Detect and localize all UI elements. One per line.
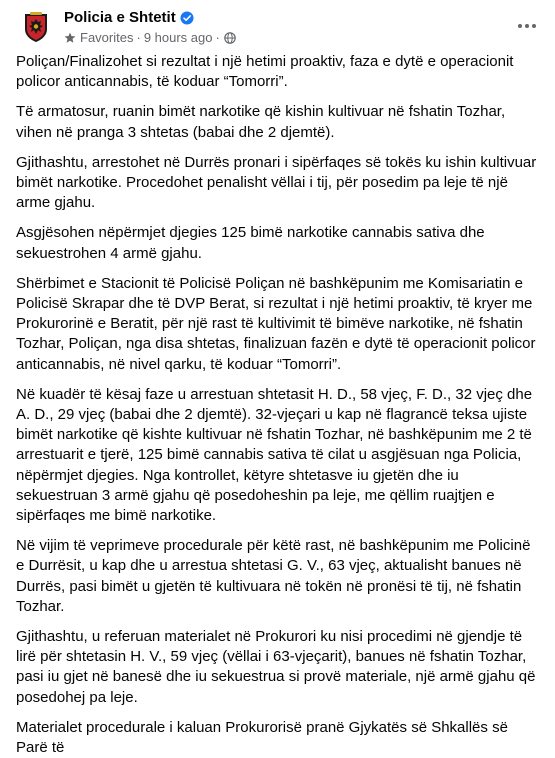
post-paragraph: Gjithashtu, arrestohet në Durrës pronari i sipërfaqes së tokës ku ishin kultivuar bimët narkotike. Procedohet penalisht vëllai i tij, për posedim pa leje të një arme gjahu. [16,153,537,212]
post-paragraph: Shërbimet e Stacionit të Policisë Poliçan në bashkëpunim me Komisariatin e Policisë Skrapar dhe të DVP Berat, si rezultat i një hetimi proaktiv, të kryer me Prokurorinë e Beratit, për një rast të kultivimit të bimëve narkotike, në fshatin Tozhar, Poliçan, nga disa shtetas, finalizuan fazën e dytë të operacionit policor anticannabis, në nivel qarku, të koduar “Tomorri”. [16,274,536,373]
meta-separator-1: · [136,30,141,45]
verified-badge-icon [180,11,194,25]
more-options-button[interactable] [513,12,541,40]
post-paragraph: Gjithashtu, u referuan materialet në Prokurori ku nisi procedimi në gjendje të lirë për shtetasin H. V., 59 vjeç (vëllai i 63-vjeçarit), banues në fshatin Tozhar, pasi iu gjet në banesë dhe iu sekuestrua si provë materiale, një armë gjahu që posedohej pa leje. [16,628,536,706]
star-icon [64,32,76,44]
more-options-icon [517,23,537,29]
police-emblem-icon [16,7,56,47]
page-avatar[interactable] [16,7,56,47]
post-header [0,0,555,52]
post-body [0,52,555,758]
globe-icon[interactable] [224,32,236,44]
page-name-row [64,9,236,27]
audience-label[interactable]: Favorites [80,30,134,45]
post-paragraph: Të armatosur, ruanin bimët narkotike që kishin kultivuar në fshatin Tozhar, vihen në pranga 3 shtetas (babai dhe 2 djemtë). [16,103,506,141]
meta-separator-2: · [215,30,220,45]
timestamp-link[interactable]: 9 hours ago [143,30,213,45]
post-paragraph: Në kuadër të kësaj faze u arrestuan shtetasit H. D., 58 vjeç, F. D., 32 vjeç dhe A. D., 29 vjeç (babai dhe 2 djemtë). 32-vjeçari u kap në flagrancë teksa ujiste bimët narkotike që kishte kultivuar në fshatin Tozhar, në bashkëpunim me 2 të arrestuarit e tjerë, 125 bimë cannabis sativa të cilat u asgjësuan nga Policia, nëpërmjet djegies. Nga kontrollet, këtyre shtetasve iu gjetën dhe iu sekuestruan 3 armë gjahu që posedoheshin pa leje, me qëllim ruajtjen e sipërfaqes me bimë narkotike. [16,385,533,525]
post-paragraph: Poliçan/Finalizohet si rezultat i një hetimi proaktiv, faza e dytë e operacionit policor anticannabis, të koduar “Tomorri”. [16,53,514,91]
post-header-text [64,9,236,46]
page-name-link[interactable]: Policia e Shtetit [64,9,176,26]
post-paragraph: Materialet procedurale i kaluan Prokurorisë pranë Gjykatës së Shkallës së Parë të [16,718,508,757]
post-meta [64,30,236,46]
post-paragraph: Asgjësohen nëpërmjet djegies 125 bimë narkotike cannabis sativa dhe sekuestrohen 4 armë gjahu. [16,224,485,262]
post-paragraph: Në vijim të veprimeve procedurale për këtë rast, në bashkëpunim me Policinë e Durrësit, u kap dhe u arrestua shtetasi G. V., 63 vjeç, aktualisht banues në Durrës, pasi bimët u gjetën të kultivuara në tokën në pronësi të tij, në fshatin Tozhar. [16,537,531,615]
